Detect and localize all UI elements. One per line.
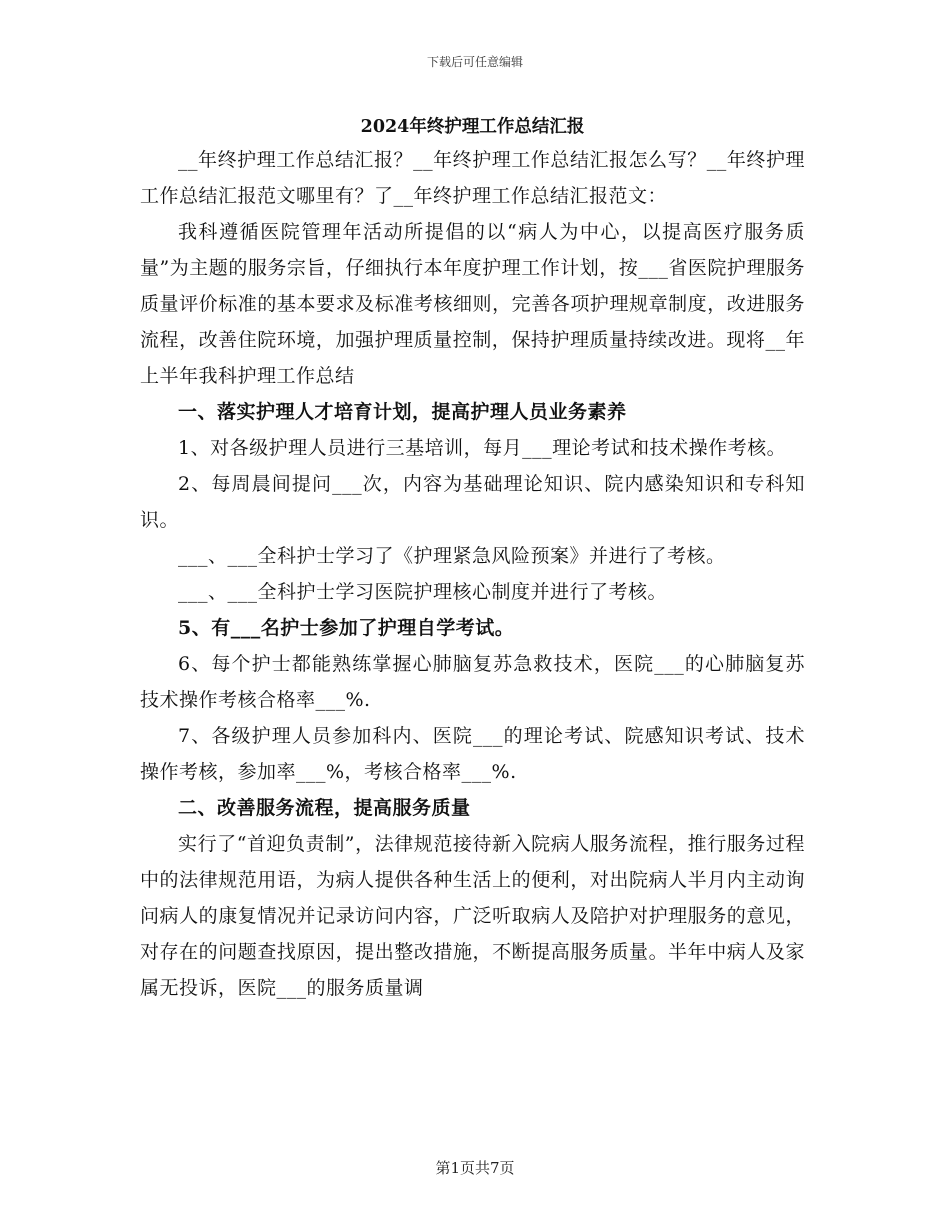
overview-paragraph: 我科遵循医院管理年活动所提倡的以“病人为中心，以提高医疗服务质量”为主题的服务宗旨，仔细执行本年度护理工作计划，按___省医院护理服务质量评价标准的基本要求及标准考核细则，完善各项护理规章制度，改进服务流程，改善住院环境，加强护理质量控制，保持护理质量持续改进。现将__年上半年我科护理工作总结 [140, 221, 805, 387]
service-paragraph: 实行了“首迎负责制”，法律规范接待新入院病人服务流程，推行服务过程中的法律规范用语，为病人提供各种生活上的便利，对出院病人半月内主动询问病人的康复情况并记录访问内容，广泛听取病人及陪护对护理服务的意见，对存在的问题查找原因，提出整改措施，不断提高服务质量。半年中病人及家属无投诉，医院___的服务质量调 [140, 833, 805, 999]
list-item-2: 2、每周晨间提问___次，内容为基础理论知识、院内感染知识和专科知识。 [140, 473, 805, 531]
list-item-4: ___、___全科护士学习医院护理核心制度并进行了考核。 [178, 581, 668, 603]
list-item-3: ___、___全科护士学习了《护理紧急风险预案》并进行了考核。 [178, 545, 726, 567]
page-number: 第1页共7页 [435, 1159, 515, 1177]
list-item-7: 7、各级护理人员参加科内、医院___的理论考试、院感知识考试、技术操作考核，参加率___%，考核合格率___%. [140, 725, 805, 783]
section-heading-2: 二、改善服务流程，提高服务质量 [178, 797, 471, 819]
document-title: 2024年终护理工作总结汇报 [360, 117, 585, 137]
list-item-6: 6、每个护士都能熟练掌握心肺脑复苏急救技术，医院___的心肺脑复苏技术操作考核合格率___%. [140, 653, 805, 711]
section-heading-1: 一、落实护理人才培育计划，提高护理人员业务素养 [178, 401, 627, 423]
document-body [140, 112, 805, 1006]
intro-paragraph: __年终护理工作总结汇报？__年终护理工作总结汇报怎么写？__年终护理工作总结汇报范文哪里有？了__年终护理工作总结汇报范文： [140, 149, 805, 207]
list-item-1: 1、对各级护理人员进行三基培训，每月___理论考试和技术操作考核。 [178, 437, 787, 459]
page-header: 下载后可任意编辑 [426, 55, 523, 69]
list-item-5: 5、有___名护士参加了护理自学考试。 [178, 617, 515, 639]
